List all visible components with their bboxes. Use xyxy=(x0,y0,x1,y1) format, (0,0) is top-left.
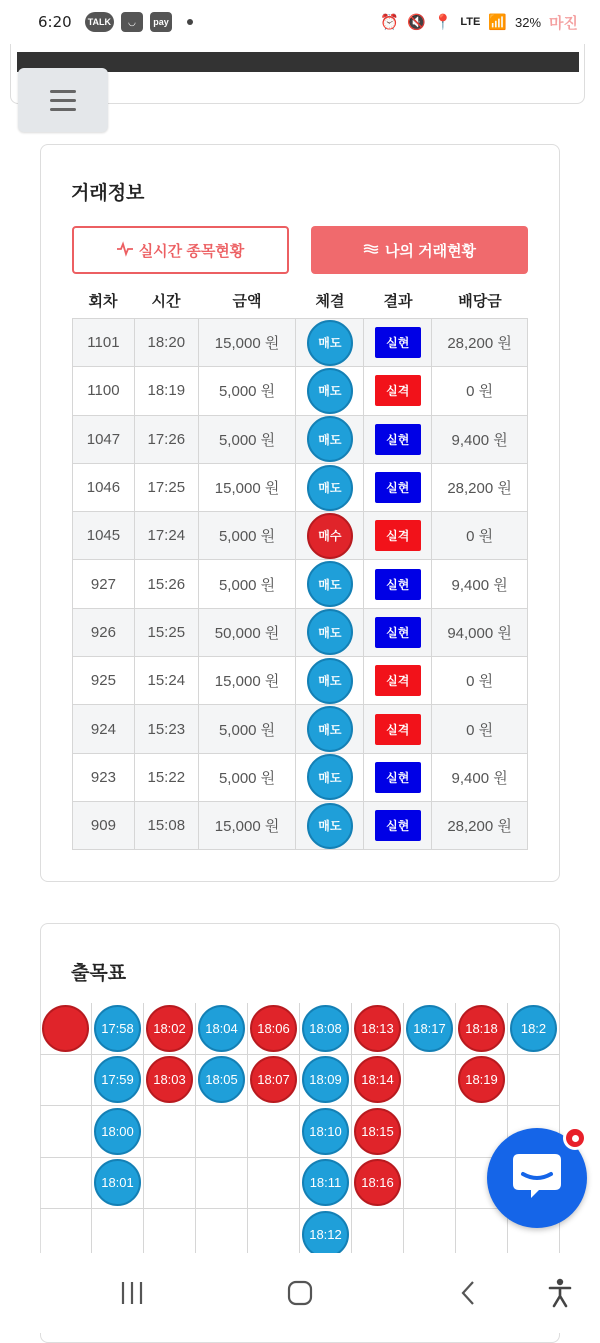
board-cell xyxy=(196,1106,248,1158)
board-cell xyxy=(144,1055,196,1107)
fill-badge: 매도 xyxy=(307,609,353,655)
cell-fill xyxy=(296,753,364,801)
cell-time: 15:22 xyxy=(134,753,198,801)
board-cell xyxy=(92,1055,144,1107)
fill-badge: 매도 xyxy=(307,803,353,849)
cell-payout: 94,000 원 xyxy=(432,608,528,656)
cell-fill xyxy=(296,367,364,415)
fill-badge: 매도 xyxy=(307,561,353,607)
cell-amount: 5,000 원 xyxy=(198,512,296,560)
board-ball-blue: 18:08 xyxy=(302,1005,349,1052)
alarm-icon: ⏰ xyxy=(380,14,399,31)
board-ball-blue: 18:11 xyxy=(302,1159,349,1206)
waves-icon xyxy=(363,242,379,259)
col-amount: 금액 xyxy=(232,293,262,310)
pulse-icon xyxy=(117,242,133,259)
cell-fill xyxy=(296,657,364,705)
board-column xyxy=(404,1003,456,1261)
result-badge: 실현 xyxy=(375,327,421,358)
network-label: LTE xyxy=(460,16,481,28)
cell-payout: 0 원 xyxy=(432,705,528,753)
cell-result xyxy=(364,801,432,849)
cell-payout: 9,400 원 xyxy=(432,753,528,801)
board-column xyxy=(40,1003,92,1261)
board-grid xyxy=(72,1003,547,1253)
cell-round: 925 xyxy=(73,657,135,705)
board-cell xyxy=(404,1106,456,1158)
board-cell xyxy=(92,1106,144,1158)
cell-round: 924 xyxy=(73,705,135,753)
cell-round: 1045 xyxy=(73,512,135,560)
table-row xyxy=(73,319,528,367)
board-ball-red: 18:14 xyxy=(354,1056,401,1103)
board-cell xyxy=(404,1003,456,1055)
board-cell xyxy=(40,1055,92,1107)
board-cell xyxy=(456,1003,508,1055)
col-payout: 배당금 xyxy=(458,293,502,310)
cell-result xyxy=(364,319,432,367)
board-ball-red: 18:02 xyxy=(146,1005,193,1052)
home-button[interactable] xyxy=(280,1273,320,1313)
board-ball-blue: 18:09 xyxy=(302,1056,349,1103)
board-column xyxy=(352,1003,404,1261)
result-badge: 실격 xyxy=(375,375,421,406)
cell-time: 15:25 xyxy=(134,608,198,656)
fill-badge: 매도 xyxy=(307,416,353,462)
result-badge: 실현 xyxy=(375,424,421,455)
cell-payout: 0 원 xyxy=(432,657,528,705)
menu-button[interactable] xyxy=(18,68,108,132)
battery-level: 32% xyxy=(514,14,542,30)
board-cell xyxy=(144,1158,196,1210)
result-badge: 실현 xyxy=(375,810,421,841)
result-badge: 실현 xyxy=(375,569,421,600)
board-cell xyxy=(300,1158,352,1210)
board-column xyxy=(300,1003,352,1261)
cell-payout: 9,400 원 xyxy=(432,415,528,463)
cell-round: 926 xyxy=(73,608,135,656)
board-column xyxy=(144,1003,196,1261)
cell-result xyxy=(364,463,432,511)
cell-result xyxy=(364,415,432,463)
cell-fill xyxy=(296,801,364,849)
cell-time: 15:26 xyxy=(134,560,198,608)
table-row xyxy=(73,608,528,656)
cell-amount: 50,000 원 xyxy=(198,608,296,656)
board-cell xyxy=(248,1055,300,1107)
cell-result xyxy=(364,753,432,801)
board-column xyxy=(248,1003,300,1261)
board-cell xyxy=(404,1055,456,1107)
cell-result xyxy=(364,608,432,656)
cell-result xyxy=(364,367,432,415)
board-column xyxy=(92,1003,144,1261)
result-badge: 실격 xyxy=(375,665,421,696)
chat-bubble-icon xyxy=(509,1150,565,1207)
fill-badge: 매도 xyxy=(307,658,353,704)
status-time: 6:20 xyxy=(38,13,72,31)
cell-payout: 0 원 xyxy=(432,512,528,560)
board-cell xyxy=(92,1003,144,1055)
board-ball-red: 18:15 xyxy=(354,1108,401,1155)
board-cell xyxy=(40,1158,92,1210)
board-cell xyxy=(352,1158,404,1210)
col-round: 회차 xyxy=(88,293,118,310)
board-cell xyxy=(248,1106,300,1158)
cell-time: 15:08 xyxy=(134,801,198,849)
result-badge: 실현 xyxy=(375,762,421,793)
board-ball-blue: 18:12 xyxy=(302,1211,349,1258)
fill-badge: 매수 xyxy=(307,513,353,559)
board-ball-blue: 18:01 xyxy=(94,1159,141,1206)
cell-fill xyxy=(296,415,364,463)
board-ball-red: 18:16 xyxy=(354,1159,401,1206)
board-cell xyxy=(300,1106,352,1158)
cell-amount: 15,000 원 xyxy=(198,319,296,367)
board-cell xyxy=(300,1055,352,1107)
mute-icon: 🔇 xyxy=(406,14,426,31)
board-cell xyxy=(144,1003,196,1055)
board-ball-red xyxy=(42,1005,89,1052)
board-cell xyxy=(196,1003,248,1055)
table-row xyxy=(73,512,528,560)
board-cell xyxy=(144,1106,196,1158)
result-badge: 실격 xyxy=(375,520,421,551)
board-ball-blue: 18:00 xyxy=(94,1108,141,1155)
cell-result xyxy=(364,560,432,608)
col-result: 결과 xyxy=(383,293,413,310)
result-badge: 실격 xyxy=(375,714,421,745)
board-ball-blue: 18:05 xyxy=(198,1056,245,1103)
cell-payout: 28,200 원 xyxy=(432,463,528,511)
col-fill: 체결 xyxy=(315,293,345,310)
board-ball-red: 18:19 xyxy=(458,1056,505,1103)
board-cell xyxy=(508,1003,560,1055)
cell-time: 15:24 xyxy=(134,657,198,705)
fill-badge: 매도 xyxy=(307,368,353,414)
cell-time: 18:19 xyxy=(134,367,198,415)
location-icon: 📍 xyxy=(433,14,453,31)
pay-icon: pay xyxy=(150,12,172,32)
cell-time: 17:25 xyxy=(134,463,198,511)
board-cell xyxy=(40,1003,92,1055)
cell-result xyxy=(364,657,432,705)
table-row xyxy=(73,560,528,608)
board-cell xyxy=(352,1055,404,1107)
trade-table xyxy=(72,318,528,850)
board-cell xyxy=(40,1106,92,1158)
board-ball-blue: 18:2 xyxy=(510,1005,557,1052)
result-badge: 실현 xyxy=(375,472,421,503)
table-row xyxy=(73,801,528,849)
cell-fill xyxy=(296,319,364,367)
recent-apps-button[interactable] xyxy=(112,1273,152,1313)
fill-badge: 매도 xyxy=(307,320,353,366)
board-cell xyxy=(248,1158,300,1210)
table-row xyxy=(73,367,528,415)
board-cell xyxy=(92,1158,144,1210)
board-ball-red: 18:03 xyxy=(146,1056,193,1103)
board-cell xyxy=(196,1055,248,1107)
cell-amount: 5,000 원 xyxy=(198,705,296,753)
trade-table-header xyxy=(72,290,528,316)
board-ball-blue: 18:10 xyxy=(302,1108,349,1155)
cell-fill xyxy=(296,463,364,511)
cell-amount: 5,000 원 xyxy=(198,753,296,801)
col-time: 시간 xyxy=(151,293,181,310)
board-ball-blue: 17:59 xyxy=(94,1056,141,1103)
cell-round: 1101 xyxy=(73,319,135,367)
board-cell xyxy=(352,1106,404,1158)
board-ball-red: 18:06 xyxy=(250,1005,297,1052)
cell-round: 1046 xyxy=(73,463,135,511)
board-cell xyxy=(404,1158,456,1210)
cell-time: 15:23 xyxy=(134,705,198,753)
kakaotalk-icon: TALK xyxy=(85,12,114,32)
cell-time: 17:26 xyxy=(134,415,198,463)
board-cell xyxy=(248,1003,300,1055)
cell-payout: 28,200 원 xyxy=(432,319,528,367)
fill-badge: 매도 xyxy=(307,754,353,800)
cell-fill xyxy=(296,512,364,560)
realtime-status-button[interactable] xyxy=(72,226,289,274)
cell-amount: 15,000 원 xyxy=(198,801,296,849)
realtime-status-label: 실시간 종목현황 xyxy=(138,242,245,260)
status-bar xyxy=(0,0,600,44)
cell-round: 909 xyxy=(73,801,135,849)
fill-badge: 매도 xyxy=(307,706,353,752)
cell-fill xyxy=(296,608,364,656)
cell-round: 1100 xyxy=(73,367,135,415)
hamburger-icon xyxy=(50,87,76,114)
accessibility-button[interactable] xyxy=(540,1273,580,1313)
cell-round: 1047 xyxy=(73,415,135,463)
cell-amount: 15,000 원 xyxy=(198,463,296,511)
cell-amount: 5,000 원 xyxy=(198,560,296,608)
board-ball-blue: 17:58 xyxy=(94,1005,141,1052)
cell-time: 18:20 xyxy=(134,319,198,367)
system-nav-bar xyxy=(0,1253,600,1333)
cell-payout: 0 원 xyxy=(432,367,528,415)
shopping-bag-icon: ◡ xyxy=(121,12,143,32)
trade-info-title: 거래정보 xyxy=(71,183,145,204)
signal-icon: 📶 xyxy=(488,14,507,31)
notification-dot-icon xyxy=(187,19,193,25)
cell-amount: 5,000 원 xyxy=(198,415,296,463)
board-column xyxy=(456,1003,508,1261)
cell-result xyxy=(364,512,432,560)
table-row xyxy=(73,415,528,463)
my-trades-label: 나의 거래현황 xyxy=(384,242,477,260)
board-cell xyxy=(196,1158,248,1210)
cell-payout: 9,400 원 xyxy=(432,560,528,608)
cell-round: 927 xyxy=(73,560,135,608)
table-row xyxy=(73,753,528,801)
result-badge: 실현 xyxy=(375,617,421,648)
board-cell xyxy=(508,1055,560,1107)
cell-amount: 15,000 원 xyxy=(198,657,296,705)
board-ball-red: 18:07 xyxy=(250,1056,297,1103)
board-ball-red: 18:18 xyxy=(458,1005,505,1052)
cell-time: 17:24 xyxy=(134,512,198,560)
table-row xyxy=(73,657,528,705)
board-cell xyxy=(352,1003,404,1055)
board-ball-blue: 18:17 xyxy=(406,1005,453,1052)
board-column xyxy=(196,1003,248,1261)
chat-notification-badge xyxy=(563,1126,587,1150)
board-ball-red: 18:13 xyxy=(354,1005,401,1052)
cell-result xyxy=(364,705,432,753)
board-title: 출목표 xyxy=(71,963,127,984)
cell-fill xyxy=(296,705,364,753)
board-cell xyxy=(456,1055,508,1107)
cell-payout: 28,200 원 xyxy=(432,801,528,849)
my-trades-button[interactable] xyxy=(311,226,528,274)
watermark-logo: 마진 xyxy=(549,14,578,32)
table-row xyxy=(73,705,528,753)
cell-fill xyxy=(296,560,364,608)
cell-round: 923 xyxy=(73,753,135,801)
table-row xyxy=(73,463,528,511)
back-button[interactable] xyxy=(448,1273,488,1313)
cell-amount: 5,000 원 xyxy=(198,367,296,415)
fill-badge: 매도 xyxy=(307,465,353,511)
board-cell xyxy=(300,1003,352,1055)
board-ball-blue: 18:04 xyxy=(198,1005,245,1052)
